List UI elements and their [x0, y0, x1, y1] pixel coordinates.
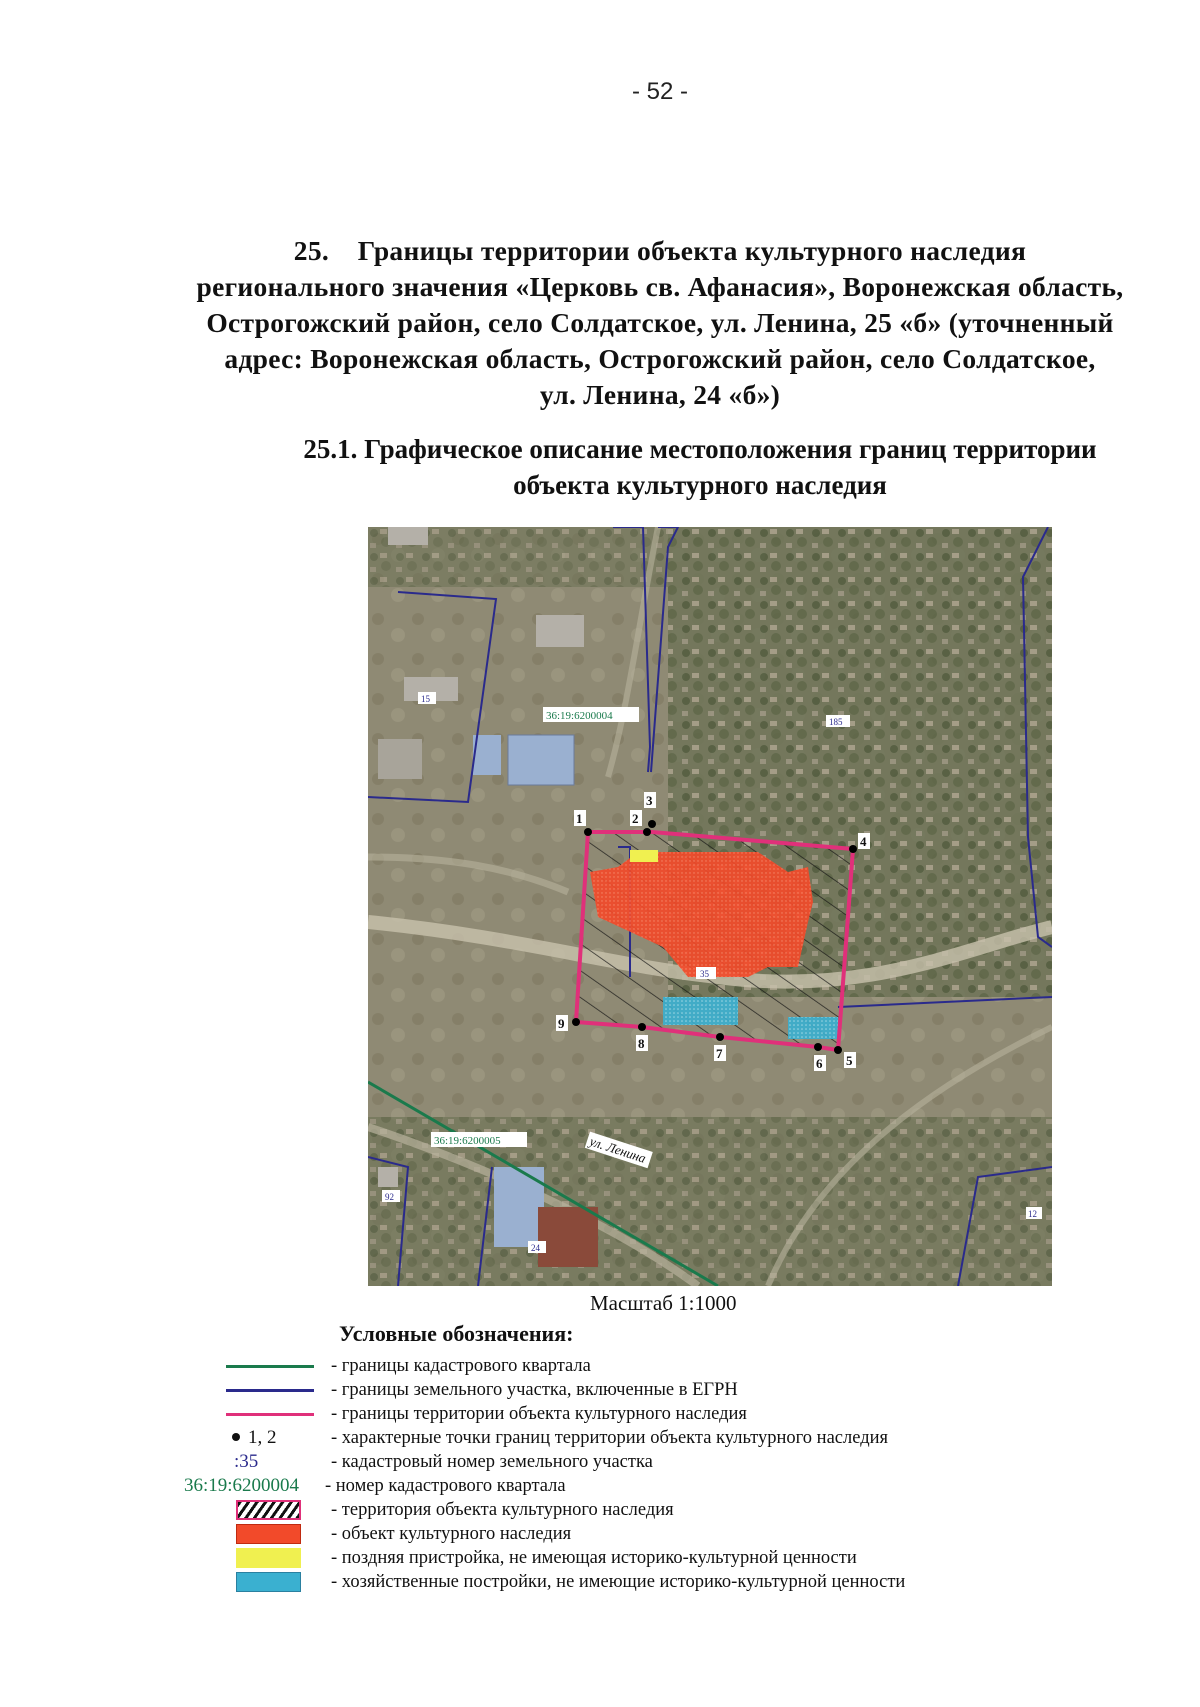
- point-label: 4: [860, 834, 867, 849]
- heading-line: Острогожский район, село Солдатское, ул. Ленина, 25 «б» (уточненный: [206, 307, 1114, 338]
- legend-item-late-annex: [190, 1546, 1190, 1570]
- legend-item-text: - территория объекта культурного наследия: [331, 1500, 674, 1520]
- section-heading: [170, 233, 1150, 413]
- building: [538, 1207, 598, 1267]
- legend-item-text: - объект культурного наследия: [331, 1524, 572, 1544]
- legend-item-text: - границы земельного участка, включенные в ЕГРН: [331, 1380, 738, 1400]
- parcel-label: 92: [385, 1192, 394, 1202]
- quarter-label: 36:19:6200004: [546, 710, 613, 722]
- point-label: 1: [576, 811, 583, 826]
- legend-item-heritage-territory: [190, 1498, 1190, 1522]
- parcel-label: 12: [1028, 1209, 1037, 1219]
- parcel-label: 15: [421, 694, 430, 704]
- parcel-number-symbol: [190, 1450, 320, 1474]
- subheading-line: 25.1. Графическое описание местоположения границ территории: [303, 434, 1097, 464]
- building: [388, 527, 428, 545]
- point-label: 7: [716, 1046, 723, 1061]
- building: [508, 735, 574, 785]
- legend-item-quarter-boundary: [190, 1354, 1190, 1378]
- legend-symbol-text: 1, 2: [248, 1427, 277, 1448]
- quarter-label: 36:19:6200005: [434, 1135, 501, 1147]
- page-number: - 52 -: [631, 78, 688, 105]
- hatch-symbol: [190, 1498, 320, 1522]
- outbuilding: [663, 997, 738, 1025]
- dot-icon: [232, 1433, 240, 1441]
- point-symbol: [190, 1426, 320, 1450]
- map-scale: Масштаб 1:1000: [590, 1291, 737, 1315]
- pink-line-symbol: [190, 1402, 320, 1426]
- yellow-fill-symbol: [190, 1546, 320, 1570]
- heading-line: адрес: Воронежская область, Острогожский район, село Солдатское,: [224, 343, 1096, 374]
- heading-line: ул. Ленина, 24 «б»): [539, 379, 781, 410]
- building: [378, 739, 422, 779]
- legend-item-parcel-boundary: [190, 1378, 1190, 1402]
- legend-item-outbuildings: [190, 1570, 1190, 1594]
- blue-fill-symbol: [190, 1570, 320, 1594]
- point-label: 5: [846, 1053, 853, 1068]
- street-label: ул. Ленина: [587, 1133, 648, 1166]
- late-annex: [630, 850, 658, 862]
- legend-symbol-text: :35: [234, 1451, 259, 1472]
- quarter-number-symbol: [184, 1474, 320, 1498]
- point-label: 6: [816, 1056, 823, 1071]
- legend-item-text: - номер кадастрового квартала: [325, 1476, 566, 1496]
- legend-item-parcel-number: [190, 1450, 1190, 1474]
- legend-item-text: - кадастровый номер земельного участка: [331, 1452, 653, 1472]
- legend-item-quarter-number: [184, 1474, 1190, 1498]
- site-map: [368, 527, 1052, 1286]
- red-fill-symbol: [190, 1522, 320, 1546]
- subsection-heading: [270, 431, 1130, 503]
- parcel-label: 24: [531, 1243, 540, 1253]
- legend-item-text: - хозяйственные постройки, не имеющие историко-культурной ценности: [331, 1572, 906, 1592]
- point-label: 2: [632, 811, 639, 826]
- outbuilding: [788, 1017, 838, 1039]
- building: [378, 1167, 398, 1187]
- legend-item-text: - границы кадастрового квартала: [331, 1356, 591, 1376]
- green-line-symbol: [190, 1354, 320, 1378]
- legend-item-text: - поздняя пристройка, не имеющая историко-культурной ценности: [331, 1548, 857, 1568]
- legend-title: Условные обозначения:: [339, 1321, 574, 1346]
- subheading-line: объекта культурного наследия: [513, 470, 887, 500]
- blue-line-symbol: [190, 1378, 320, 1402]
- legend-item-text: - характерные точки границ территории объекта культурного наследия: [331, 1428, 889, 1448]
- legend-symbol-text: 36:19:6200004: [184, 1475, 300, 1496]
- legend-item-heritage-object: [190, 1522, 1190, 1546]
- parcel-label: 35: [700, 969, 709, 979]
- point-label: 8: [638, 1036, 645, 1051]
- legend-item-points: [190, 1426, 1190, 1450]
- parcel-label: 185: [829, 717, 843, 727]
- heading-line: регионального значения «Церковь св. Афанасия», Воронежская область,: [196, 271, 1124, 302]
- heading-line: 25. Границы территории объекта культурного наследия: [293, 235, 1027, 266]
- building: [536, 615, 584, 647]
- legend-item-text: - границы территории объекта культурного наследия: [331, 1404, 747, 1424]
- legend-item-heritage-boundary: [190, 1402, 1190, 1426]
- point-label: 9: [558, 1016, 565, 1031]
- point-label: 3: [646, 793, 653, 808]
